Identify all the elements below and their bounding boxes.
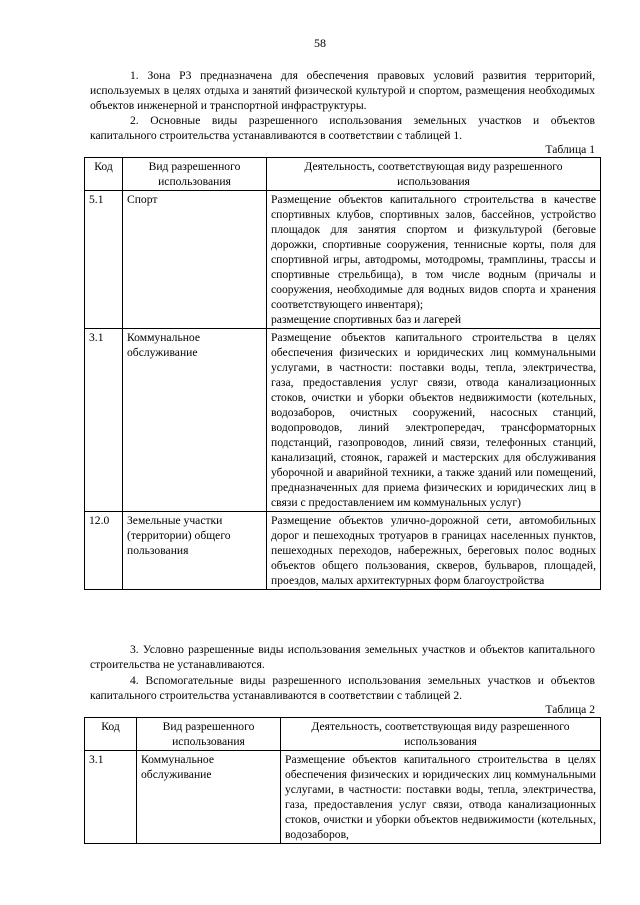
header-code: Код	[85, 718, 137, 751]
paragraph-4: 4. Вспомогательные виды разрешенного использования земельных участков и объектов капитального строительства устанавливаются в соответствии с таблицей 2.	[90, 674, 595, 702]
table-1-caption: Таблица 1	[545, 143, 595, 156]
table-header-row	[85, 158, 601, 191]
activity-text-2: размещение спортивных баз и лагерей	[271, 313, 462, 326]
table-1	[84, 157, 601, 590]
header-activity: Деятельность, соответствующая виду разрешенного использования	[281, 718, 601, 751]
row-code: 5.1	[85, 191, 123, 329]
row-type: Земельные участки (территории) общего пользования	[123, 512, 267, 590]
row-code: 3.1	[85, 751, 137, 844]
row-type: Спорт	[123, 191, 267, 329]
table-row	[85, 751, 601, 844]
paragraph-1: 1. Зона Р3 предназначена для обеспечения правовых условий развития территорий, используемых в целях отдыха и занятий физической культурой и спортом, размещения необходимых объектов инженерной и транспортной инфраструктуры.	[90, 69, 595, 112]
paragraph-3: 3. Условно разрешенные виды использования земельных участков и объектов капитального строительства не устанавливаются.	[90, 643, 595, 671]
header-code: Код	[85, 158, 123, 191]
row-code: 12.0	[85, 512, 123, 590]
table-row	[85, 512, 601, 590]
row-type: Коммунальное обслуживание	[137, 751, 281, 844]
row-activity: Размещение объектов капитального строительства в целях обеспечения физических и юридических лиц коммунальными услугами, в частности: поставки воды, тепла, электричества, газа, предоставления услуг связи, отвода канализационных стоков, очистки и уборки объектов недвижимости (котельных, водозаборов,	[281, 751, 601, 844]
row-activity: Размещение объектов капитального строительства в целях обеспечения физических и юридических лиц коммунальными услугами, в частности: поставки воды, тепла, электричества, газа, предоставления услуг связи, отвода канализационных стоков, очистки и уборки объектов недвижимости (котельных, водозаборов, очистных сооружений, насосных станций, водопроводов, линий электропередач, трансформаторных подстанций, газопроводов, линий связи, телефонных станций, канализаций, стоянок, гаражей и мастерских для обслуживания уборочной и аварийной техники, а также зданий или помещений, предназначенных для приема физических и юридических лиц в связи с предоставлением им коммунальных услуг)	[267, 329, 601, 512]
paragraph-2: 2. Основные виды разрешенного использования земельных участков и объектов капитального строительства устанавливаются в соответствии с таблицей 1.	[90, 114, 595, 142]
header-type: Вид разрешенного использования	[123, 158, 267, 191]
table-row	[85, 191, 601, 329]
row-activity: Размещение объектов улично-дорожной сети, автомобильных дорог и пешеходных тротуаров в границах населенных пунктов, пешеходных переходов, набережных, береговых полос водных объектов общего пользования, скверов, бульваров, площадей, проездов, малых архитектурных форм благоустройства	[267, 512, 601, 590]
table-2	[84, 717, 601, 844]
header-type: Вид разрешенного использования	[137, 718, 281, 751]
header-activity: Деятельность, соответствующая виду разрешенного использования	[267, 158, 601, 191]
table-row	[85, 329, 601, 512]
row-activity	[267, 191, 601, 329]
row-type: Коммунальное обслуживание	[123, 329, 267, 512]
activity-text: Размещение объектов капитального строительства в качестве спортивных клубов, спортивных залов, бассейнов, устройство площадок для занятия спортом и физкультурой (беговые дорожки, спортивные сооружения, теннисные корты, поля для спортивной игры, автодромы, мотодромы, трамплины, трассы и спортивные стрельбища), в том числе водным (причалы и сооружения, необходимые для водных видов спорта и хранения соответствующего инвентаря);	[271, 193, 596, 311]
row-code: 3.1	[85, 329, 123, 512]
table-2-caption: Таблица 2	[545, 703, 595, 716]
table-header-row	[85, 718, 601, 751]
page-number: 58	[314, 36, 326, 50]
